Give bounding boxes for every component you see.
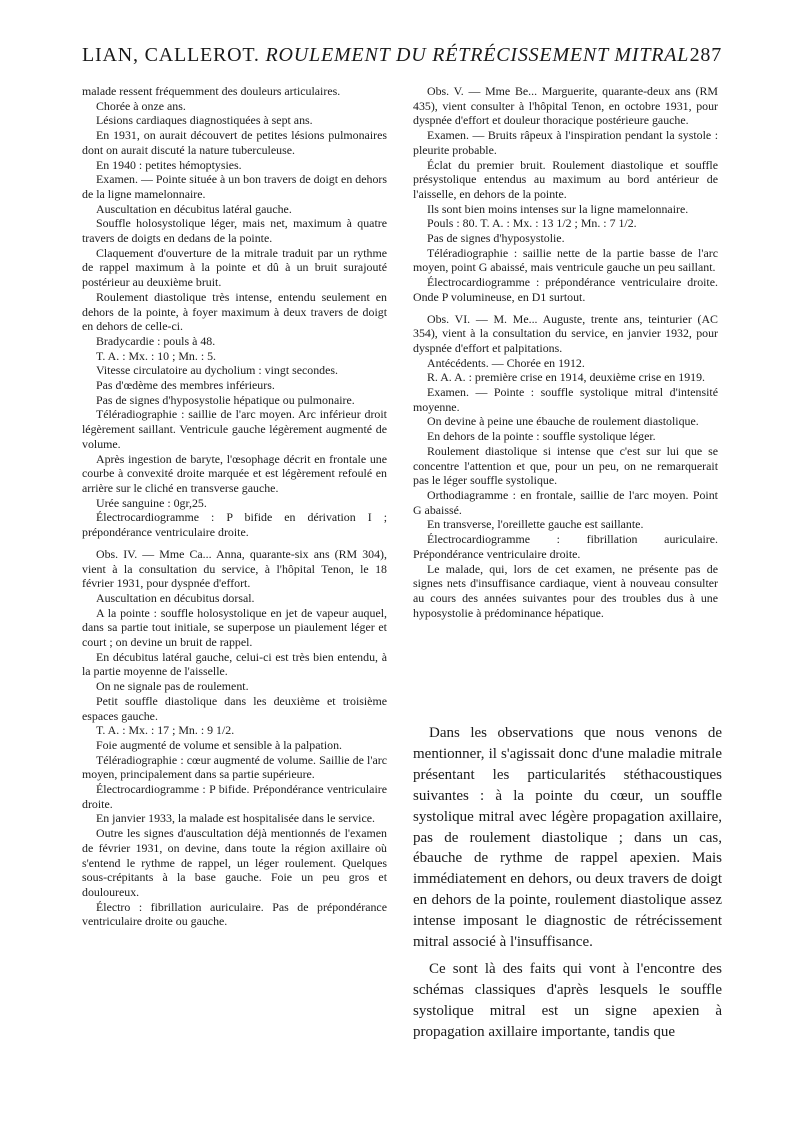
paragraph: En décubitus latéral gauche, celui-ci est très bien entendu, à la partie moyenne de l'aisselle. [82,649,387,679]
paragraph: On devine à peine une ébauche de roulement diastolique. [427,414,699,429]
paragraph: Électrocardiogramme : prépondérance ventriculaire droite. Onde P volumineuse, en D1 surtout. [413,275,718,304]
paragraph: Après ingestion de baryte, l'œsophage décrit en frontale une courbe à convexité droite marquée et est légèrement refoulé en arrière sur le cliché en transverse gauche. [82,451,387,495]
paragraph: En 1931, on aurait découvert de petites lésions pulmonaires dont on aurait discuté la nature tuberculeuse. [82,128,387,157]
paragraph: Électro : fibrillation auriculaire. Pas de prépondérance ventriculaire droite ou gauche. [82,899,387,929]
paragraph: Examen. — Bruits râpeux à l'inspiration pendant la systole : pleurite probable. [413,128,718,157]
paragraph: Auscultation en décubitus dorsal. [96,590,255,605]
paragraph: Claquement d'ouverture de la mitrale traduit par un rythme de rappel maximum à la pointe et dû à un bruit surajouté postérieur au deuxième bruit. [82,245,387,290]
running-header [82,44,722,78]
paragraph: Examen. — Pointe : souffle systolique mitral d'intensité moyenne. [413,385,718,414]
main-text-block [413,723,722,1043]
paragraph: Pas de signes d'hyposystolie hépatique ou pulmonaire. [96,392,355,407]
paragraph: Pas d'œdème des membres inférieurs. [96,378,275,393]
paragraph: Ils sont bien moins intenses sur la ligne mamelonnaire. [427,201,689,216]
paragraph: Auscultation en décubitus latéral gauche. [96,201,292,216]
body-paragraph: Dans les observations que nous venons de mentionner, il s'agissait donc d'une maladie mitrale présentant les particularités stéthacoustiques suivantes : à la pointe du cœur, un souffle systolique mitral avec légère propagation axillaire, pas de roulement diastolique ; dans un cas, ébauche de rythme de rappel apexien. Mais immédiatement en dehors, ou deux travers de doigt en dehors de la pointe, roulement diastolique assez intense imposant le diagnostic de rétrécissement mitral associé à l'insuffisance. [413,725,722,951]
paragraph: Téléradiographie : saillie de l'arc moyen. Arc inférieur droit légèrement saillant. Ventricule gauche légèrement augmenté de volume. [82,407,387,451]
paragraph: Souffle holosystolique léger, mais net, maximum à quatre travers de doigts en dedans de la pointe. [82,216,387,246]
paragraph: Téléradiographie : cœur augmenté de volume. Saillie de l'arc moyen, principalement dans sa partie supérieure. [82,752,387,782]
paragraph: Roulement diastolique si intense que c'est sur lui que se concentre l'attention et que, pour un peu, on ne remarquerait pas le léger souffle systolique. [413,443,718,488]
paragraph: Petit souffle diastolique dans les deuxième et troisième espaces gauche. [82,693,387,723]
paragraph: Roulement diastolique très intense, entendu seulement en dehors de la pointe, à foyer maximum à deux travers de doigt en dehors de celle-ci. [82,289,387,334]
observation-heading: Obs. V. — Mme Be... Marguerite, quarante-deux ans (RM 435), vient consulter à l'hôpital Tenon, en octobre 1931, pour dyspnée d'effort et douleur thoracique postérieure gauche. [413,84,718,128]
paragraph: En 1940 : petites hémoptysies. [96,157,242,172]
paragraph: Orthodiagramme : en frontale, saillie de l'arc moyen. Point G abaissé. [413,487,718,517]
paragraph: En janvier 1933, la malade est hospitalisée dans le service. [96,811,376,826]
paragraph: Pouls : 80. T. A. : Mx. : 13 1/2 ; Mn. : 7 1/2. [427,216,637,231]
paragraph: En transverse, l'oreillette gauche est saillante. [427,517,644,532]
paragraph: Le malade, qui, lors de cet examen, ne présente pas de signes nets d'insuffisance cardiaque, vient à nouveau consulter au cours des années suivantes pour des troubles dus à une hyposystolie à prédominance hépatique. [413,561,718,620]
paragraph: A la pointe : souffle holosystolique en jet de vapeur auquel, dans sa partie tout initiale, se superpose un piaulement léger et court ; on devine un bruit de rappel. [82,605,387,650]
paragraph: R. A. A. : première crise en 1914, deuxième crise en 1919. [427,370,706,385]
paragraph: On ne signale pas de roulement. [96,679,249,694]
body-paragraph: Ce sont là des faits qui vont à l'encontre des schémas classiques d'après lesquels le souffle systolique mitral est un signe apexien à propagation axillaire importante, tandis que [413,960,722,1040]
paragraph: Électrocardiogramme : P bifide. Prépondérance ventriculaire droite. [82,782,387,811]
paragraph: Outre les signes d'auscultation déjà mentionnés de l'examen de février 1931, on devine, dans toute la région axillaire où s'entend le rythme de rappel, un léger roulement. Quelques sous-crépitants à la base gauche. Foie un peu gros et douloureux. [82,826,387,899]
paragraph: Éclat du premier bruit. Roulement diastolique et souffle présystolique entendus au maximum au bord antérieur de l'aisselle, en dehors de la pointe. [413,157,718,201]
paragraph: Urée sanguine : 0gr,25. [96,495,207,510]
paragraph: Pas de signes d'hyposystolie. [427,231,565,246]
paragraph: Lésions cardiaques diagnostiquées à sept ans. [96,113,313,128]
paragraph: T. A. : Mx. : 17 ; Mn. : 9 1/2. [96,723,235,738]
left-column [82,84,387,929]
paragraph: Bradycardie : pouls à 48. [96,333,216,348]
right-column [413,84,718,620]
header-title: ROULEMENT DU RÉTRÉCISSEMENT MITRAL [265,44,690,66]
paragraph: Électrocardiogramme : fibrillation auriculaire. Prépondérance ventriculaire droite. [413,532,718,561]
paragraph: Antécédents. — Chorée en 1912. [427,355,585,370]
page-number: 287 [689,44,722,66]
observation-heading: Obs. IV. — Mme Ca... Anna, quarante-six ans (RM 304), vient à la consultation du service, à l'hôpital Tenon, le 18 février 1931, pour dyspnée d'effort. [82,546,387,591]
paragraph: T. A. : Mx. : 10 ; Mn. : 5. [96,348,217,363]
paragraph: Électrocardiogramme : P bifide en dérivation I ; prépondérance ventriculaire droite. [82,510,387,540]
paragraph: Foie augmenté de volume et sensible à la palpation. [96,737,342,752]
paragraph: Examen. — Pointe située à un bon travers de doigt en dehors de la ligne mamelonnaire. [82,172,387,201]
paragraph: En dehors de la pointe : souffle systolique léger. [427,429,656,444]
paragraph: Téléradiographie : saillie nette de la partie basse de l'arc moyen, point G abaissé, mais ventricule gauche un peu saillant. [413,245,718,275]
paragraph: Chorée à onze ans. [96,98,186,113]
paragraph: Vitesse circulatoire au dycholium : vingt secondes. [96,363,338,378]
paragraph: malade ressent fréquemment des douleurs articulaires. [82,84,341,98]
observation-heading: Obs. VI. — M. Me... Auguste, trente ans, teinturier (AC 354), vient à la consultation du service, en janvier 1932, pour dyspnée d'effort et palpitations. [413,311,718,355]
header-authors: LIAN, CALLEROT. [82,44,260,66]
